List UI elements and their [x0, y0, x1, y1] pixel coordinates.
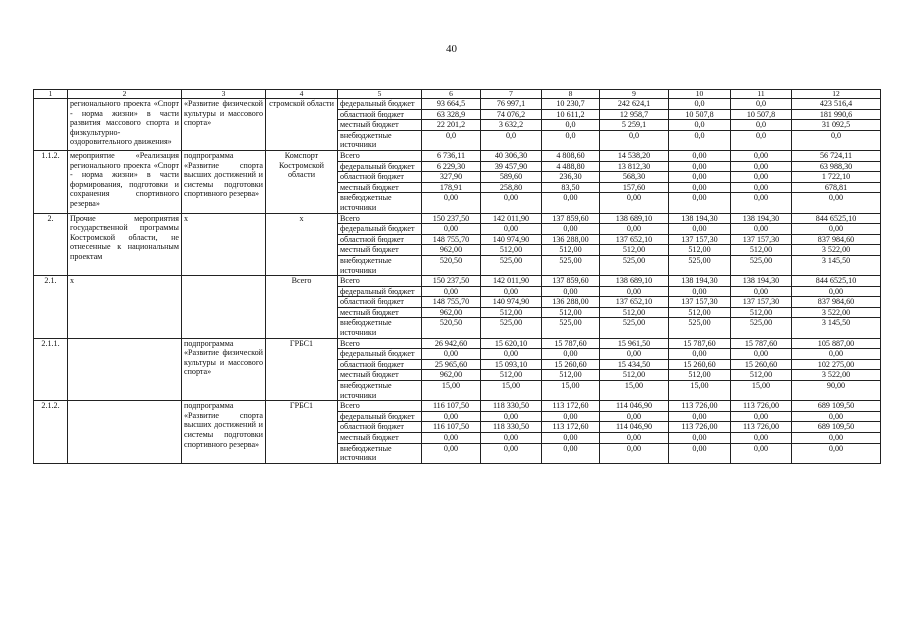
value-cell: 114 046,90: [600, 401, 669, 412]
value-cell: 0,00: [731, 172, 792, 183]
value-cell: 0,00: [731, 150, 792, 161]
value-cell: 236,30: [542, 172, 600, 183]
value-cell: 0,00: [481, 411, 542, 422]
source-cell: местный бюджет: [338, 433, 422, 444]
source-cell: Всего: [338, 150, 422, 161]
value-cell: 3 522,00: [792, 370, 881, 381]
value-cell: 93 664,5: [422, 99, 481, 110]
value-cell: 39 457,90: [481, 161, 542, 172]
value-cell: 140 974,90: [481, 297, 542, 308]
table-row: [34, 401, 881, 412]
header-cell: 3: [182, 90, 266, 99]
program-cell: подпрограмма «Развитие спорта высших достижений и системы подготовки спортивного резерва»: [182, 150, 266, 213]
value-cell: 114 046,90: [600, 422, 669, 433]
value-cell: 137 157,30: [669, 234, 731, 245]
value-cell: 63 328,9: [422, 109, 481, 120]
value-cell: 0,0: [731, 99, 792, 110]
source-cell: внебюджетные источники: [338, 130, 422, 150]
value-cell: 25 965,60: [422, 359, 481, 370]
value-cell: 0,00: [731, 349, 792, 360]
value-cell: 142 011,90: [481, 276, 542, 287]
value-cell: 0,00: [542, 349, 600, 360]
value-cell: 0,0: [542, 130, 600, 150]
value-cell: 15,00: [422, 381, 481, 401]
value-cell: 5 259,1: [600, 120, 669, 131]
value-cell: 136 288,00: [542, 297, 600, 308]
value-cell: 15 787,60: [669, 338, 731, 349]
value-cell: 137 859,60: [542, 276, 600, 287]
value-cell: 0,00: [669, 172, 731, 183]
value-cell: 0,00: [422, 433, 481, 444]
value-cell: 0,00: [600, 433, 669, 444]
value-cell: 0,00: [481, 443, 542, 463]
value-cell: 105 887,00: [792, 338, 881, 349]
value-cell: 0,00: [731, 443, 792, 463]
value-cell: 0,00: [792, 224, 881, 235]
value-cell: 3 145,50: [792, 255, 881, 275]
value-cell: 15 961,50: [600, 338, 669, 349]
program-cell: [182, 276, 266, 339]
value-cell: 0,0: [669, 130, 731, 150]
value-cell: 689 109,50: [792, 422, 881, 433]
value-cell: 138 194,30: [731, 276, 792, 287]
value-cell: 113 726,00: [731, 401, 792, 412]
source-cell: внебюджетные источники: [338, 318, 422, 338]
value-cell: 423 516,4: [792, 99, 881, 110]
value-cell: 116 107,50: [422, 401, 481, 412]
value-cell: 525,00: [669, 318, 731, 338]
table-row: [34, 338, 881, 349]
value-cell: 512,00: [731, 307, 792, 318]
value-cell: 962,00: [422, 245, 481, 256]
value-cell: 1 722,10: [792, 172, 881, 183]
program-cell: «Развитие физической культуры и массового спорта»: [182, 99, 266, 151]
value-cell: 512,00: [669, 370, 731, 381]
value-cell: 0,00: [731, 193, 792, 213]
value-cell: 0,00: [600, 443, 669, 463]
value-cell: 137 157,30: [731, 297, 792, 308]
source-cell: местный бюджет: [338, 245, 422, 256]
value-cell: 837 984,60: [792, 234, 881, 245]
source-cell: внебюджетные источники: [338, 255, 422, 275]
header-cell: 12: [792, 90, 881, 99]
executor-cell: ГРБС1: [266, 338, 338, 401]
value-cell: 962,00: [422, 307, 481, 318]
value-cell: 0,00: [600, 286, 669, 297]
value-cell: 10 230,7: [542, 99, 600, 110]
table-row: [34, 213, 881, 224]
value-cell: 148 755,70: [422, 234, 481, 245]
event-name-cell: [68, 401, 182, 464]
value-cell: 137 652,10: [600, 234, 669, 245]
value-cell: 22 201,2: [422, 120, 481, 131]
executor-cell: Комспорт Костромской области: [266, 150, 338, 213]
header-cell: 1: [34, 90, 68, 99]
value-cell: 525,00: [481, 318, 542, 338]
value-cell: 589,60: [481, 172, 542, 183]
page-number: 40: [446, 43, 457, 55]
value-cell: 0,0: [669, 99, 731, 110]
value-cell: 14 538,20: [600, 150, 669, 161]
value-cell: 6 229,30: [422, 161, 481, 172]
value-cell: 0,00: [731, 182, 792, 193]
source-cell: Всего: [338, 213, 422, 224]
value-cell: 0,00: [792, 443, 881, 463]
value-cell: 12 958,7: [600, 109, 669, 120]
value-cell: 0,00: [481, 433, 542, 444]
source-cell: внебюджетные источники: [338, 443, 422, 463]
program-cell: x: [182, 213, 266, 276]
value-cell: 76 997,1: [481, 99, 542, 110]
value-cell: 113 726,00: [731, 422, 792, 433]
value-cell: 181 990,6: [792, 109, 881, 120]
program-cell: подпрограмма «Развитие спорта высших достижений и системы подготовки спортивного резерва»: [182, 401, 266, 464]
value-cell: 0,00: [669, 443, 731, 463]
value-cell: 0,0: [731, 130, 792, 150]
source-cell: областной бюджет: [338, 234, 422, 245]
value-cell: 142 011,90: [481, 213, 542, 224]
value-cell: 31 092,5: [792, 120, 881, 131]
value-cell: 327,90: [422, 172, 481, 183]
value-cell: 3 632,2: [481, 120, 542, 131]
value-cell: 512,00: [542, 370, 600, 381]
value-cell: 0,00: [792, 433, 881, 444]
row-number-cell: [34, 99, 68, 151]
value-cell: 962,00: [422, 370, 481, 381]
value-cell: 0,00: [792, 411, 881, 422]
value-cell: 0,0: [792, 130, 881, 150]
value-cell: 3 522,00: [792, 245, 881, 256]
value-cell: 140 974,90: [481, 234, 542, 245]
value-cell: 3 522,00: [792, 307, 881, 318]
event-name-cell: Прочие мероприятия государственной программы Костромской области, не отнесенные к национальным проектам: [68, 213, 182, 276]
value-cell: 0,00: [542, 224, 600, 235]
table-row: [34, 150, 881, 161]
value-cell: 15 787,60: [731, 338, 792, 349]
value-cell: 0,00: [422, 286, 481, 297]
value-cell: 520,50: [422, 255, 481, 275]
source-cell: федеральный бюджет: [338, 161, 422, 172]
value-cell: 138 689,10: [600, 213, 669, 224]
value-cell: 63 988,30: [792, 161, 881, 172]
event-name-cell: мероприятие «Реализация регионального проекта «Спорт - норма жизни» в части формирования, подготовки и сохранения спортивного резерва»: [68, 150, 182, 213]
value-cell: 0,00: [669, 193, 731, 213]
value-cell: 0,00: [792, 349, 881, 360]
source-cell: Всего: [338, 276, 422, 287]
value-cell: 837 984,60: [792, 297, 881, 308]
value-cell: 137 652,10: [600, 297, 669, 308]
row-number-cell: 2.1.2.: [34, 401, 68, 464]
value-cell: 15 434,50: [600, 359, 669, 370]
header-cell: 11: [731, 90, 792, 99]
value-cell: 0,00: [669, 161, 731, 172]
header-cell: 10: [669, 90, 731, 99]
value-cell: 90,00: [792, 381, 881, 401]
value-cell: 0,00: [731, 286, 792, 297]
value-cell: 0,00: [481, 286, 542, 297]
value-cell: 678,81: [792, 182, 881, 193]
value-cell: 512,00: [731, 245, 792, 256]
source-cell: областной бюджет: [338, 297, 422, 308]
event-name-cell: регионального проекта «Спорт - норма жизни» в части развития массового спорта и физкультурно-оздоровительного движения»: [68, 99, 182, 151]
value-cell: 0,00: [669, 150, 731, 161]
value-cell: 113 172,60: [542, 422, 600, 433]
value-cell: 15,00: [542, 381, 600, 401]
value-cell: 512,00: [481, 245, 542, 256]
value-cell: 512,00: [669, 245, 731, 256]
value-cell: 512,00: [481, 370, 542, 381]
value-cell: 512,00: [542, 307, 600, 318]
value-cell: 0,00: [422, 443, 481, 463]
value-cell: 138 194,30: [731, 213, 792, 224]
value-cell: 0,00: [669, 224, 731, 235]
value-cell: 40 306,30: [481, 150, 542, 161]
value-cell: 15 260,60: [669, 359, 731, 370]
value-cell: 150 237,50: [422, 213, 481, 224]
value-cell: 0,0: [542, 120, 600, 131]
value-cell: 137 157,30: [669, 297, 731, 308]
value-cell: 520,50: [422, 318, 481, 338]
source-cell: областной бюджет: [338, 422, 422, 433]
value-cell: 0,00: [600, 411, 669, 422]
header-row: [34, 90, 881, 99]
value-cell: 113 172,60: [542, 401, 600, 412]
table-body: [34, 90, 881, 464]
value-cell: 0,00: [542, 286, 600, 297]
value-cell: 525,00: [731, 318, 792, 338]
source-cell: Всего: [338, 338, 422, 349]
source-cell: федеральный бюджет: [338, 224, 422, 235]
value-cell: 0,00: [731, 433, 792, 444]
value-cell: 13 812,30: [600, 161, 669, 172]
value-cell: 113 726,00: [669, 401, 731, 412]
event-name-cell: x: [68, 276, 182, 339]
header-cell: 2: [68, 90, 182, 99]
value-cell: 525,00: [669, 255, 731, 275]
value-cell: 137 859,60: [542, 213, 600, 224]
source-cell: местный бюджет: [338, 307, 422, 318]
value-cell: 137 157,30: [731, 234, 792, 245]
value-cell: 512,00: [600, 370, 669, 381]
value-cell: 525,00: [481, 255, 542, 275]
value-cell: 15,00: [669, 381, 731, 401]
value-cell: 525,00: [542, 255, 600, 275]
value-cell: 0,00: [542, 193, 600, 213]
source-cell: местный бюджет: [338, 182, 422, 193]
value-cell: 525,00: [542, 318, 600, 338]
executor-cell: ГРБС1: [266, 401, 338, 464]
value-cell: 3 145,50: [792, 318, 881, 338]
value-cell: 10 507,8: [731, 109, 792, 120]
value-cell: 512,00: [600, 245, 669, 256]
value-cell: 0,00: [422, 224, 481, 235]
value-cell: 148 755,70: [422, 297, 481, 308]
value-cell: 0,00: [669, 411, 731, 422]
event-name-cell: [68, 338, 182, 401]
value-cell: 15,00: [600, 381, 669, 401]
source-cell: федеральный бюджет: [338, 349, 422, 360]
value-cell: 138 689,10: [600, 276, 669, 287]
value-cell: 178,91: [422, 182, 481, 193]
value-cell: 0,00: [731, 161, 792, 172]
value-cell: 0,00: [731, 224, 792, 235]
value-cell: 15 787,60: [542, 338, 600, 349]
value-cell: 157,60: [600, 182, 669, 193]
header-cell: 9: [600, 90, 669, 99]
row-number-cell: 1.1.2.: [34, 150, 68, 213]
source-cell: местный бюджет: [338, 120, 422, 131]
value-cell: 258,80: [481, 182, 542, 193]
value-cell: 0,00: [422, 349, 481, 360]
value-cell: 0,00: [731, 411, 792, 422]
header-cell: 7: [481, 90, 542, 99]
executor-cell: x: [266, 213, 338, 276]
value-cell: 525,00: [600, 318, 669, 338]
value-cell: 0,0: [481, 130, 542, 150]
value-cell: 0,00: [542, 433, 600, 444]
value-cell: 0,00: [422, 411, 481, 422]
value-cell: 26 942,60: [422, 338, 481, 349]
value-cell: 136 288,00: [542, 234, 600, 245]
value-cell: 15 093,10: [481, 359, 542, 370]
value-cell: 512,00: [731, 370, 792, 381]
value-cell: 512,00: [481, 307, 542, 318]
source-cell: областной бюджет: [338, 359, 422, 370]
value-cell: 568,30: [600, 172, 669, 183]
source-cell: областной бюджет: [338, 109, 422, 120]
value-cell: 0,00: [542, 411, 600, 422]
value-cell: 0,00: [669, 433, 731, 444]
header-cell: 5: [338, 90, 422, 99]
value-cell: 0,00: [542, 443, 600, 463]
value-cell: 0,00: [481, 349, 542, 360]
value-cell: 242 624,1: [600, 99, 669, 110]
header-cell: 8: [542, 90, 600, 99]
source-cell: областной бюджет: [338, 172, 422, 183]
source-cell: местный бюджет: [338, 370, 422, 381]
value-cell: 10 507,8: [669, 109, 731, 120]
value-cell: 0,00: [600, 224, 669, 235]
value-cell: 689 109,50: [792, 401, 881, 412]
value-cell: 512,00: [669, 307, 731, 318]
executor-cell: стромской области: [266, 99, 338, 151]
value-cell: 0,00: [669, 349, 731, 360]
value-cell: 0,00: [481, 224, 542, 235]
value-cell: 4 808,60: [542, 150, 600, 161]
program-cell: подпрограмма «Развитие физической культуры и массового спорта»: [182, 338, 266, 401]
value-cell: 56 724,11: [792, 150, 881, 161]
value-cell: 0,00: [792, 193, 881, 213]
source-cell: федеральный бюджет: [338, 286, 422, 297]
row-number-cell: 2.1.: [34, 276, 68, 339]
value-cell: 0,0: [669, 120, 731, 131]
value-cell: 4 488,80: [542, 161, 600, 172]
value-cell: 844 6525,10: [792, 276, 881, 287]
value-cell: 15,00: [481, 381, 542, 401]
table-row: [34, 276, 881, 287]
value-cell: 118 330,50: [481, 401, 542, 412]
value-cell: 138 194,30: [669, 276, 731, 287]
value-cell: 118 330,50: [481, 422, 542, 433]
header-cell: 4: [266, 90, 338, 99]
row-number-cell: 2.1.1.: [34, 338, 68, 401]
value-cell: 138 194,30: [669, 213, 731, 224]
value-cell: 0,00: [481, 193, 542, 213]
value-cell: 525,00: [731, 255, 792, 275]
source-cell: федеральный бюджет: [338, 411, 422, 422]
value-cell: 15 260,60: [731, 359, 792, 370]
value-cell: 83,50: [542, 182, 600, 193]
value-cell: 844 6525,10: [792, 213, 881, 224]
source-cell: Всего: [338, 401, 422, 412]
value-cell: 0,00: [600, 349, 669, 360]
value-cell: 0,00: [600, 193, 669, 213]
value-cell: 0,0: [600, 130, 669, 150]
value-cell: 6 736,11: [422, 150, 481, 161]
value-cell: 0,00: [669, 286, 731, 297]
value-cell: 0,0: [422, 130, 481, 150]
funding-table: [33, 89, 881, 464]
value-cell: 15,00: [731, 381, 792, 401]
table-row: [34, 99, 881, 110]
value-cell: 15 260,60: [542, 359, 600, 370]
value-cell: 0,00: [422, 193, 481, 213]
value-cell: 102 275,00: [792, 359, 881, 370]
value-cell: 116 107,50: [422, 422, 481, 433]
value-cell: 525,00: [600, 255, 669, 275]
header-cell: 6: [422, 90, 481, 99]
value-cell: 150 237,50: [422, 276, 481, 287]
value-cell: 113 726,00: [669, 422, 731, 433]
executor-cell: Всего: [266, 276, 338, 339]
value-cell: 0,0: [731, 120, 792, 131]
value-cell: 0,00: [792, 286, 881, 297]
value-cell: 512,00: [600, 307, 669, 318]
value-cell: 15 620,10: [481, 338, 542, 349]
value-cell: 0,00: [669, 182, 731, 193]
row-number-cell: 2.: [34, 213, 68, 276]
source-cell: внебюджетные источники: [338, 193, 422, 213]
value-cell: 512,00: [542, 245, 600, 256]
source-cell: федеральный бюджет: [338, 99, 422, 110]
value-cell: 74 076,2: [481, 109, 542, 120]
value-cell: 10 611,2: [542, 109, 600, 120]
source-cell: внебюджетные источники: [338, 381, 422, 401]
